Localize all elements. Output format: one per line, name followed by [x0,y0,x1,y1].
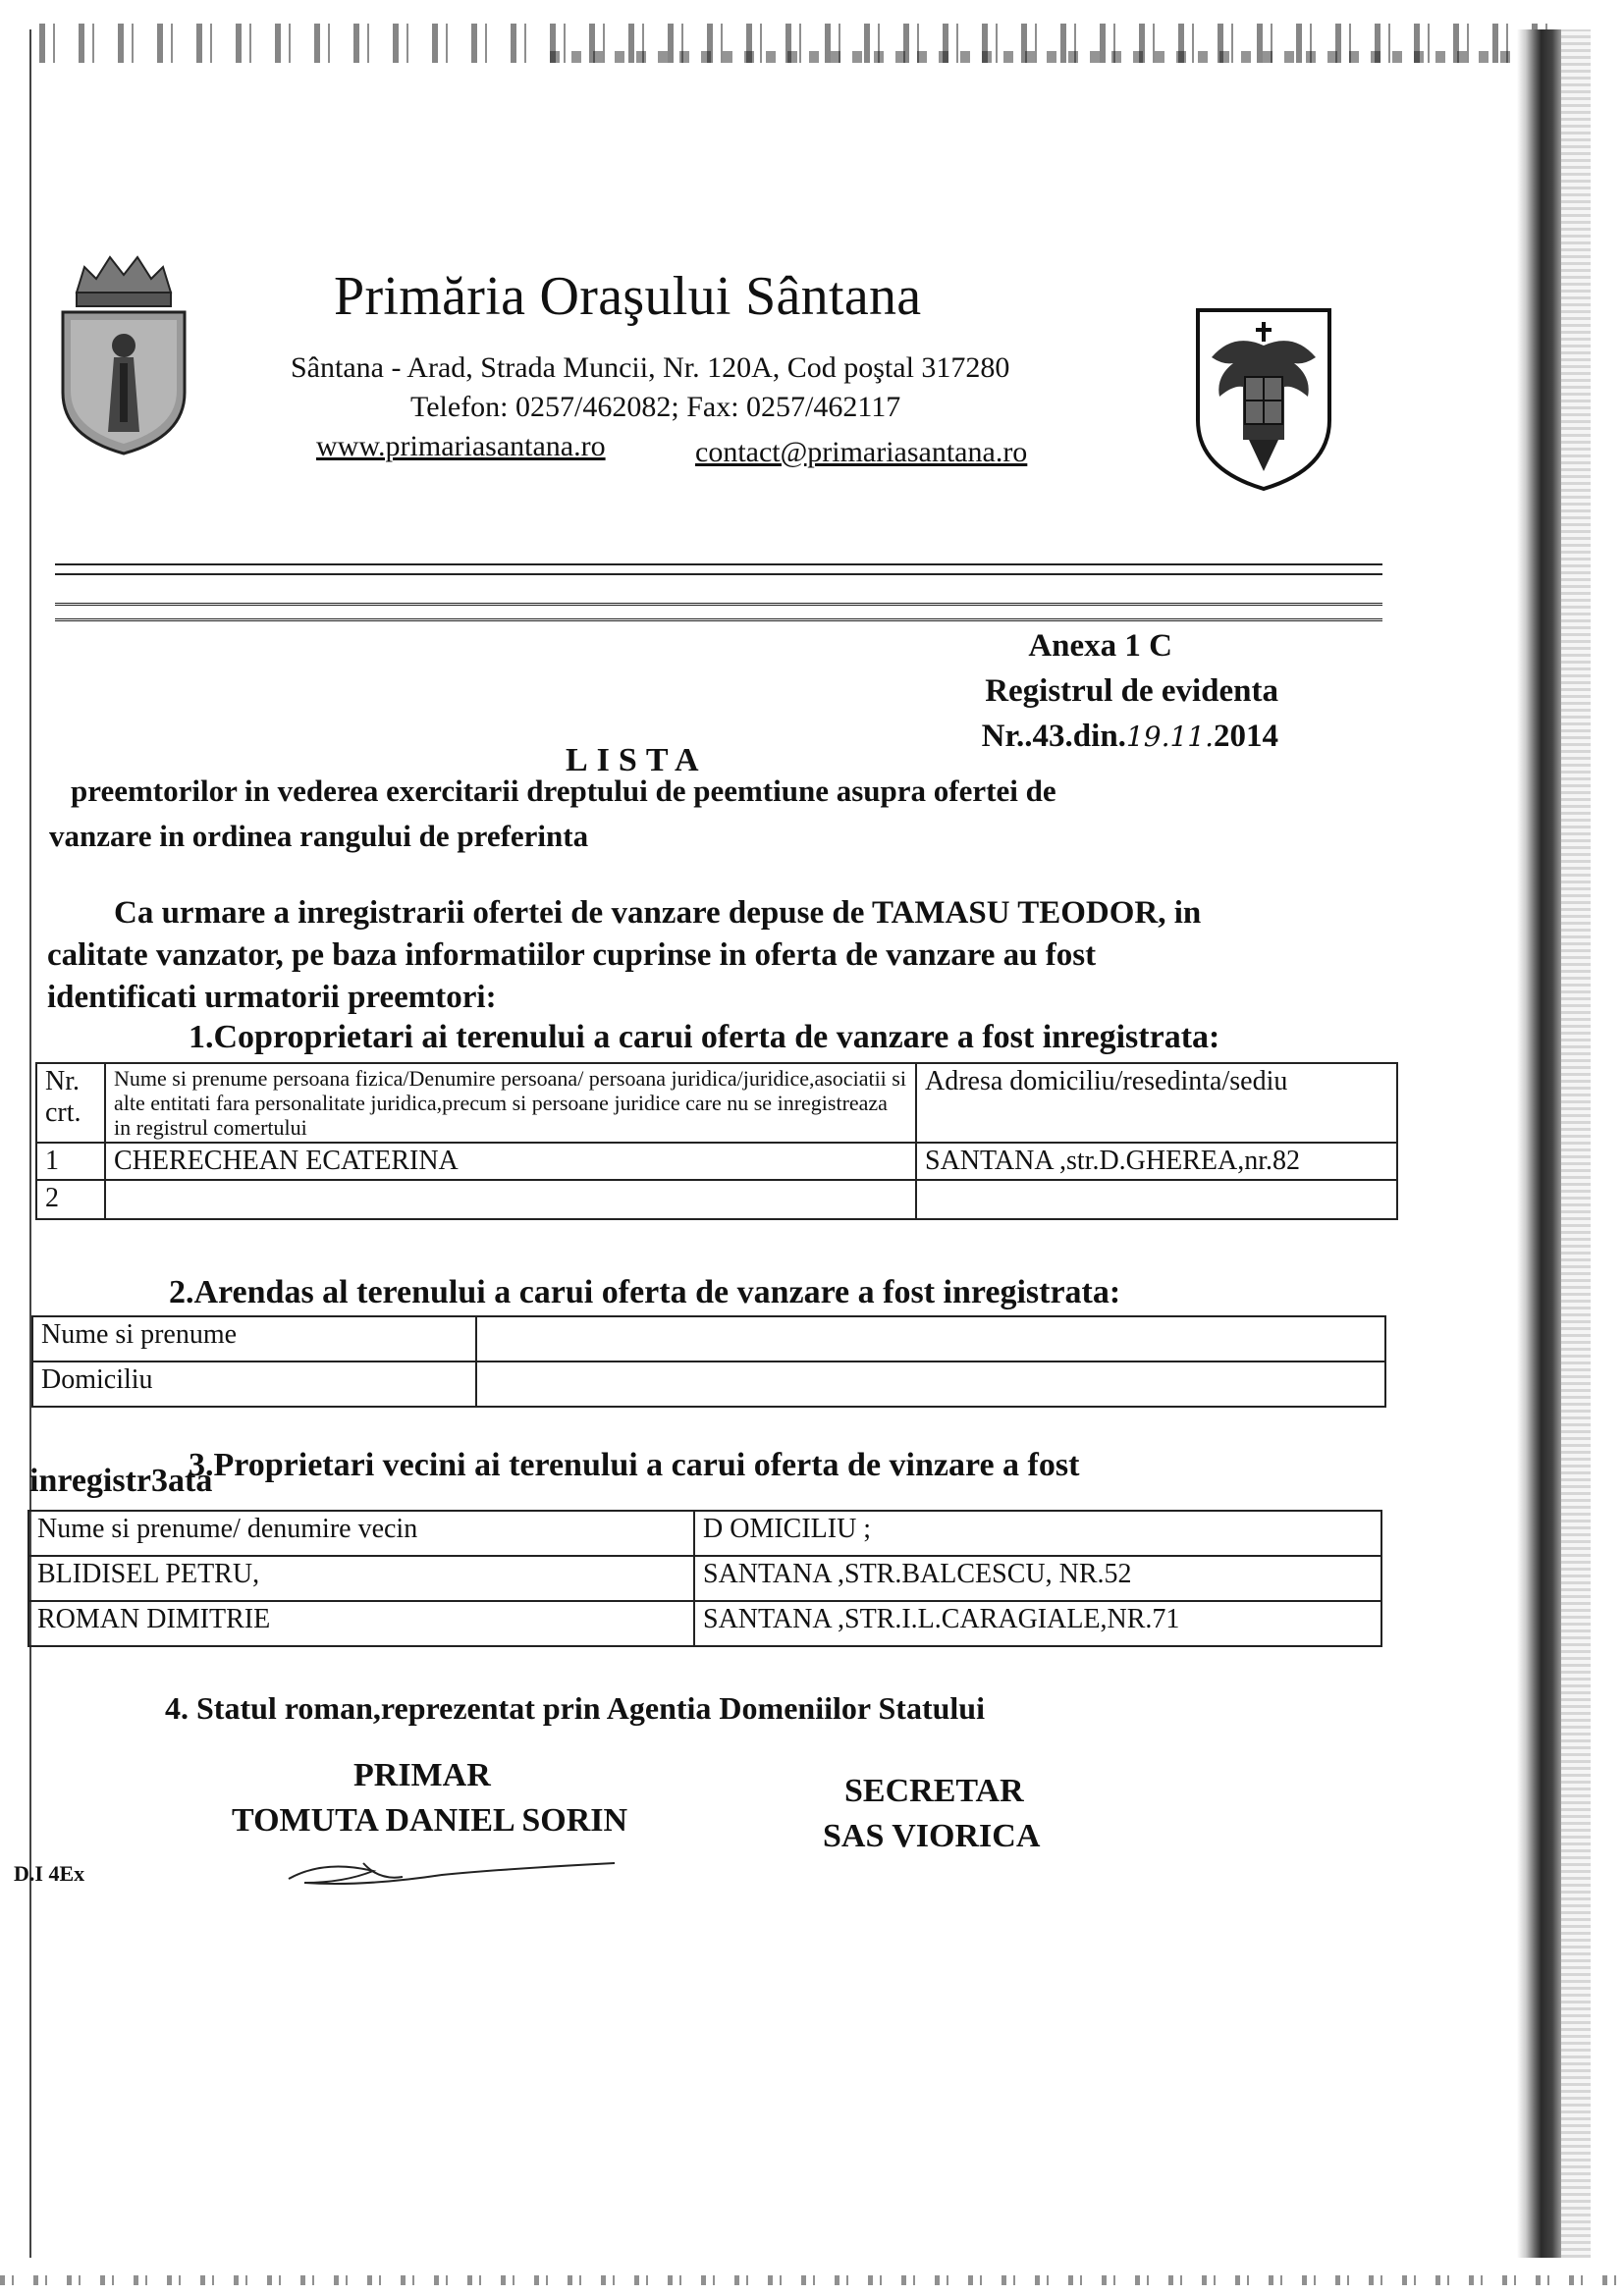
table-row [28,1556,1381,1601]
town-crest-icon [55,245,192,456]
header-name: Nume si prenume persoana fizica/Denumire persoana/ persoana juridica/juridice,asociatii si alte entitati fara personalitate juridica,precum si persoane juridice care nu se inregistreaza in registrul comertului [105,1063,916,1143]
neighbour-name: ROMAN DIMITRIE [28,1601,694,1646]
neighbours-table [27,1510,1382,1647]
section-3-title-line-1: 3.Proprietari vecini ai terenului a carui oferta de vinzare a fost [189,1447,1080,1483]
header-divider [55,563,1382,565]
mayor-title: PRIMAR [353,1757,491,1793]
intro-line-1: Ca urmare a inregistrarii ofertei de vanzare depuse de TAMASU TEODOR, in [114,895,1202,931]
tenant-address-value [476,1362,1385,1407]
scan-left-edge [29,29,31,2258]
website-link[interactable]: www.primariasantana.ro [316,430,606,462]
scan-noise-top-2 [550,51,1532,63]
header-address: Adresa domiciliu/resedinta/sediu [916,1063,1397,1143]
handwritten-signature-icon [285,1853,619,1893]
row-nr: 1 [36,1143,105,1180]
row-address [916,1180,1397,1219]
table-row [36,1143,1397,1180]
register-number-prefix: Nr..43.din. [981,719,1126,754]
intro-line-3: identificati urmatorii preemtori: [47,980,497,1015]
tenant-name-label: Nume si prenume [32,1316,476,1362]
annex-label: Anexa 1 C [1028,628,1172,664]
row-name [105,1180,916,1219]
row-address: SANTANA ,str.D.GHEREA,nr.82 [916,1143,1397,1180]
table-row [28,1601,1381,1646]
institution-address: Sântana - Arad, Strada Muncii, Nr. 120A, Cod poştal 317280 [291,351,1010,384]
section-1-title: 1.Coproprietari ai terenului a carui oferta de vanzare a fost inregistrata: [189,1019,1220,1055]
tenant-name-value [476,1316,1385,1362]
neighbour-name: BLIDISEL PETRU, [28,1556,694,1601]
register-date-handwritten: 19.11. [1125,721,1214,753]
section-3-title-line-2: inregistr3ata [29,1463,213,1499]
coowners-table [35,1062,1398,1220]
table-row [36,1180,1397,1219]
email-link[interactable]: contact@primariasantana.ro [695,436,1028,468]
header-neighbour-name: Nume si prenume/ denumire vecin [28,1511,694,1556]
header-nr: Nr. crt. [36,1063,105,1143]
table-row [32,1316,1385,1362]
register-label: Registrul de evidenta [985,673,1278,709]
header-divider [55,603,1382,610]
institution-name: Primăria Oraşului Sântana [334,266,922,327]
register-year: 2014 [1214,719,1278,754]
header-divider [55,618,1382,625]
section-2-title: 2.Arendas al terenului a carui oferta de vanzare a fost inregistrata: [169,1274,1121,1310]
table-header-row [36,1063,1397,1143]
section-4-text: 4. Statul roman,reprezentat prin Agentia Domeniilor Statului [165,1690,985,1726]
tenant-address-label: Domiciliu [32,1362,476,1407]
header-divider [55,573,1382,575]
document-subtitle-line-2: vanzare in ordinea rangului de preferinta [49,819,589,853]
secretary-name: SAS VIORICA [823,1818,1041,1854]
national-coat-of-arms-icon [1194,302,1333,491]
neighbour-address: SANTANA ,STR.I.L.CARAGIALE,NR.71 [694,1601,1381,1646]
scan-right-edge [1561,29,1591,2258]
tenant-table [31,1315,1386,1408]
register-number [982,719,1278,755]
footer-code: D.I 4Ex [14,1861,85,1886]
neighbour-address: SANTANA ,STR.BALCESCU, NR.52 [694,1556,1381,1601]
institution-phone-fax: Telefon: 0257/462082; Fax: 0257/462117 [410,391,901,423]
document-title: LISTA [566,742,708,778]
table-header-row [28,1511,1381,1556]
table-row [32,1362,1385,1407]
mayor-name: TOMUTA DANIEL SORIN [232,1802,628,1839]
document-subtitle-line-1: preemtorilor in vederea exercitarii dreptului de peemtiune asupra ofertei de [71,774,1056,808]
scan-right-shadow [1517,29,1561,2258]
header-neighbour-address: D OMICILIU ; [694,1511,1381,1556]
row-nr: 2 [36,1180,105,1219]
row-name: CHERECHEAN ECATERINA [105,1143,916,1180]
secretary-title: SECRETAR [844,1773,1024,1809]
intro-line-2: calitate vanzator, pe baza informatiilor cuprinse in oferta de vanzare au fost [47,937,1097,973]
scan-noise-bottom [0,2275,1624,2285]
